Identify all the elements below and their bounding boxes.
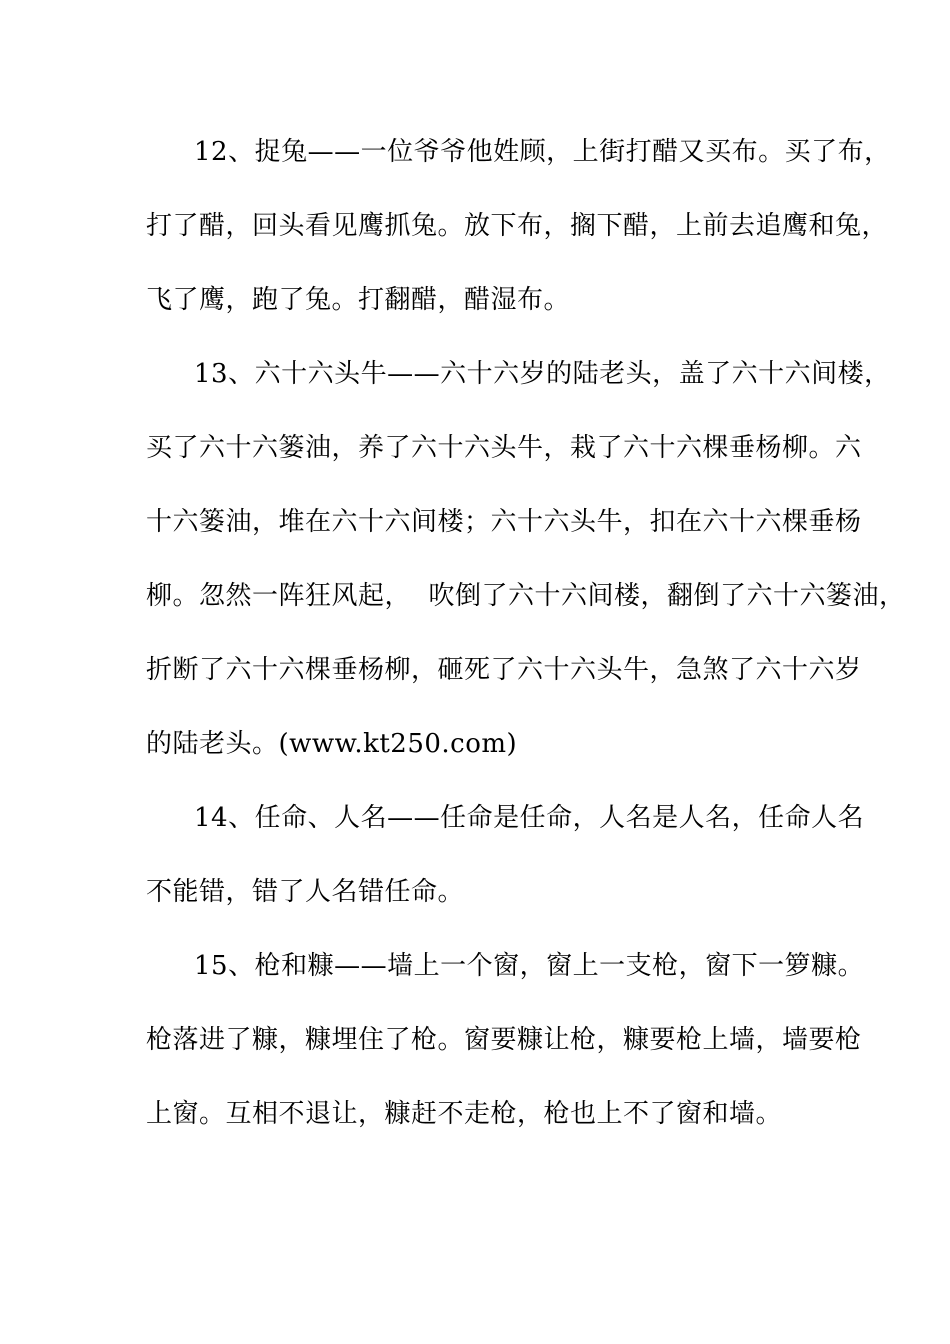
text-line: 14、任命、人名——任命是任命，人名是人名，任命人名 bbox=[194, 803, 865, 833]
text-line: 十六篓油，堆在六十六间楼；六十六头牛，扣在六十六棵垂杨 bbox=[146, 507, 862, 537]
text-line: 柳。忽然一阵狂风起， 吹倒了六十六间楼，翻倒了六十六篓油， bbox=[146, 581, 906, 611]
text-line: 12、捉兔——一位爷爷他姓顾，上街打醋又买布。买了布， bbox=[194, 137, 891, 167]
text-line: 飞了鹰，跑了兔。打翻醋，醋湿布。 bbox=[146, 285, 571, 315]
text-line: 枪落进了糠，糠埋住了枪。窗要糠让枪，糠要枪上墙，墙要枪 bbox=[146, 1025, 862, 1055]
text-line: 不能错，错了人名错任命。 bbox=[146, 877, 465, 907]
text-line: 的陆老头。(www.kt250.com) bbox=[146, 729, 518, 759]
text-line: 13、六十六头牛——六十六岁的陆老头，盖了六十六间楼， bbox=[194, 359, 891, 389]
text-line: 上窗。互相不退让，糠赶不走枪，枪也上不了窗和墙。 bbox=[146, 1099, 783, 1129]
text-line: 15、枪和糠——墙上一个窗，窗上一支枪，窗下一箩糠。 bbox=[194, 951, 865, 981]
text-line: 折断了六十六棵垂杨柳，砸死了六十六头牛，急煞了六十六岁 bbox=[146, 655, 862, 685]
text-line: 打了醋，回头看见鹰抓兔。放下布，搁下醋，上前去追鹰和兔， bbox=[146, 211, 889, 241]
text-line: 买了六十六篓油，养了六十六头牛，栽了六十六棵垂杨柳。六 bbox=[146, 433, 862, 463]
